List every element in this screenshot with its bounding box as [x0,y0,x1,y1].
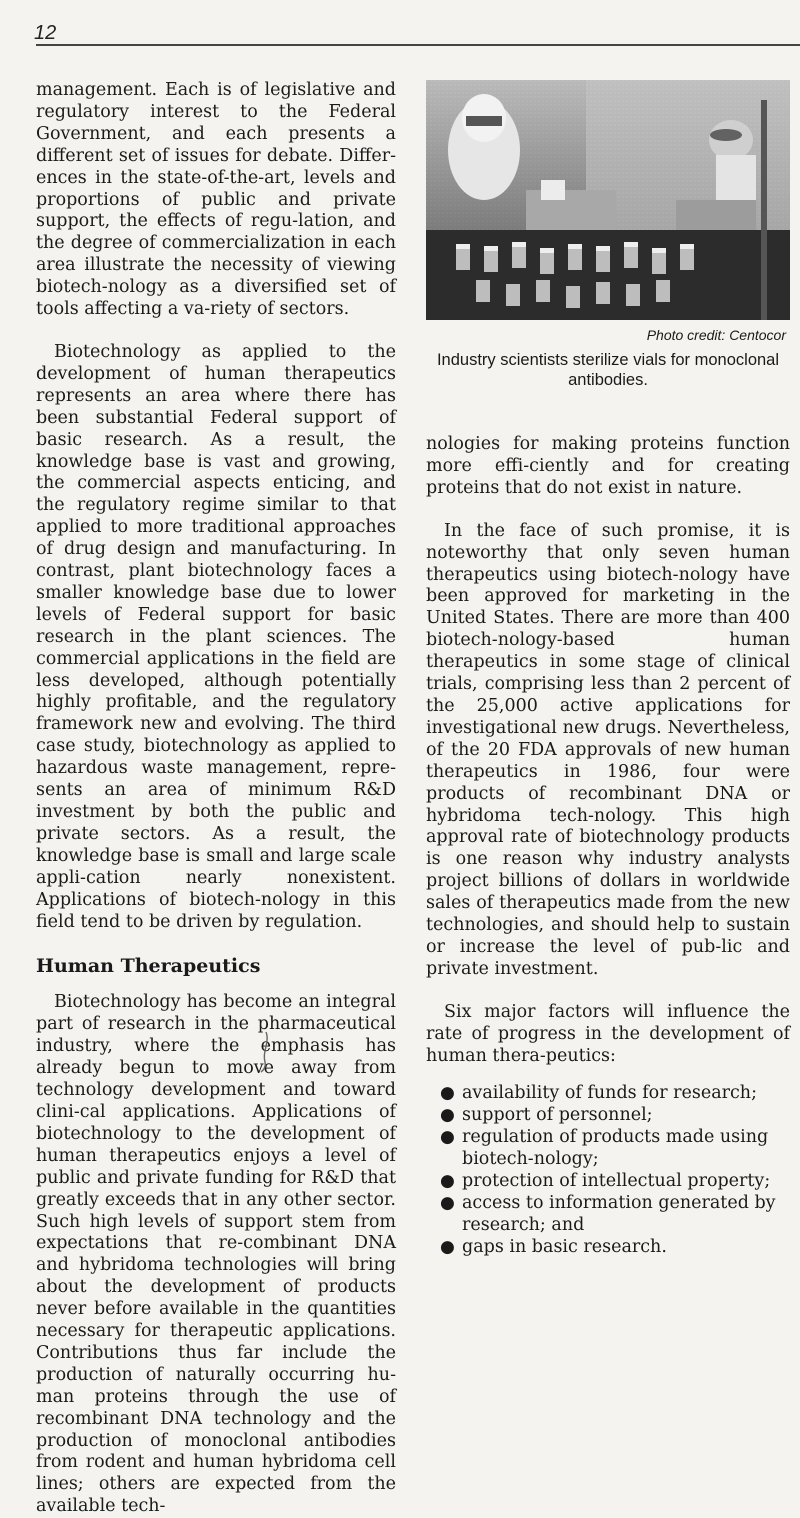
lab-photo [426,80,790,320]
photo-caption: Industry scientists sterilize vials for monoclonal antibodies. [436,351,780,389]
bullet-icon: ● [440,1193,455,1213]
paragraph-continuation: nologies for making proteins function more effi-ciently and for creating proteins that do not exist in nature. [426,434,790,498]
paragraph-case-studies: Biotechnology as applied to the development of human therapeutics represents an area where there has been substantial Federal support of basic research. As a result, the knowledge base is vast and growing, the commercial aspects enticing, and the regulatory regime similar to that applied to more traditional approaches of drug design and manufacturing. In contrast, plant biotechnology faces a smaller knowledge base due to lower levels of Federal support for basic research in the plant sciences. The commercial applications in the field are less developed, although potentially highly profitable, and the regulatory framework new and evolving. The third case study, biotechnology as applied to hazardous waste management, repre-sents an area of minimum R&D investment by both the public and private sectors. As a result, the knowledge base is small and large scale appli-cation nearly nonexistent. Applications of biotech-nology in this field tend to be driven by regulation. [36,341,396,932]
bullet-icon: ● [440,1105,455,1126]
bullet-icon: ● [440,1127,455,1148]
factors-list [426,1083,790,1258]
list-item: ● support of personnel; [440,1105,653,1126]
list-item: ● gaps in basic research. [440,1236,667,1257]
page-number: 12 [34,22,57,44]
bullet-icon: ● [440,1236,455,1257]
lab-scene-illustration [426,80,790,320]
list-item: ● protection of intellectual property; [440,1171,771,1192]
left-column [36,80,396,1518]
paragraph-human-therapeutics: Biotechnology has become an integral part of research in the pharmaceutical industry, where the emphasis has already begun to move away from technology development and toward clini-cal applications. Applications of biotechnology to the development of human therapeutics enjoys a level of public and private funding for R&D that greatly exceeds that in any other sector. Such high levels of support stem from expectations that re-combinant DNA and hybridoma technologies will bring about the development of products never before available in the quantities necessary for therapeutic applications. Contributions thus far include the production of naturally occurring hu-man proteins through the use of recombinant DNA technology and the production of monoclonal antibodies from rodent and human hybridoma cell lines; others are expected from the available tech- [36,992,396,1517]
paragraph-intro: management. Each is of legislative and regulatory interest to the Federal Government, and each presents a different set of issues for debate. Differ-ences in the state-of-the-art, levels and proportions of public and private support, the effects of regu-lation, and the degree of commercialization in each area illustrate the necessity of viewing biotech-nology as a diversified set of tools affecting a va-riety of sectors. [36,80,396,320]
right-column [426,80,790,1259]
pen-mark-decoration [256,1030,276,1074]
list-item: ● regulation of products made using biotech-nology; [440,1127,769,1170]
paragraph-approvals: In the face of such promise, it is noteworthy that only seven human therapeutics using biotech-nology have been approved for marketing in the United States. There are more than 400 biotech-nology-based human therapeutics in some stage of clinical trials, comprising less than 2 percent of the 25,000 active applications for investigational new drugs. Nevertheless, of the 20 FDA approvals of new human therapeutics in 1986, four were products of recombinant DNA or hybridoma tech-nology. This high approval rate of biotechnology products is one reason why industry analysts project billions of dollars in worldwide sales of therapeutics made from the new technologies, and should help to sustain or increase the level of pub-lic and private investment. [426,520,790,979]
list-item: ● availability of funds for research; [440,1083,757,1104]
bullet-icon: ● [440,1171,455,1192]
bullet-icon: ● [440,1083,455,1104]
section-heading: Human Therapeutics [36,955,261,978]
list-item: ● access to information generated by research; and [440,1193,776,1235]
paragraph-six-factors: Six major factors will influence the rate of progress in the development of human thera-peutics: [426,1001,790,1066]
header-rule [36,44,800,46]
photo-credit: Photo credit: Centocor [646,327,786,343]
